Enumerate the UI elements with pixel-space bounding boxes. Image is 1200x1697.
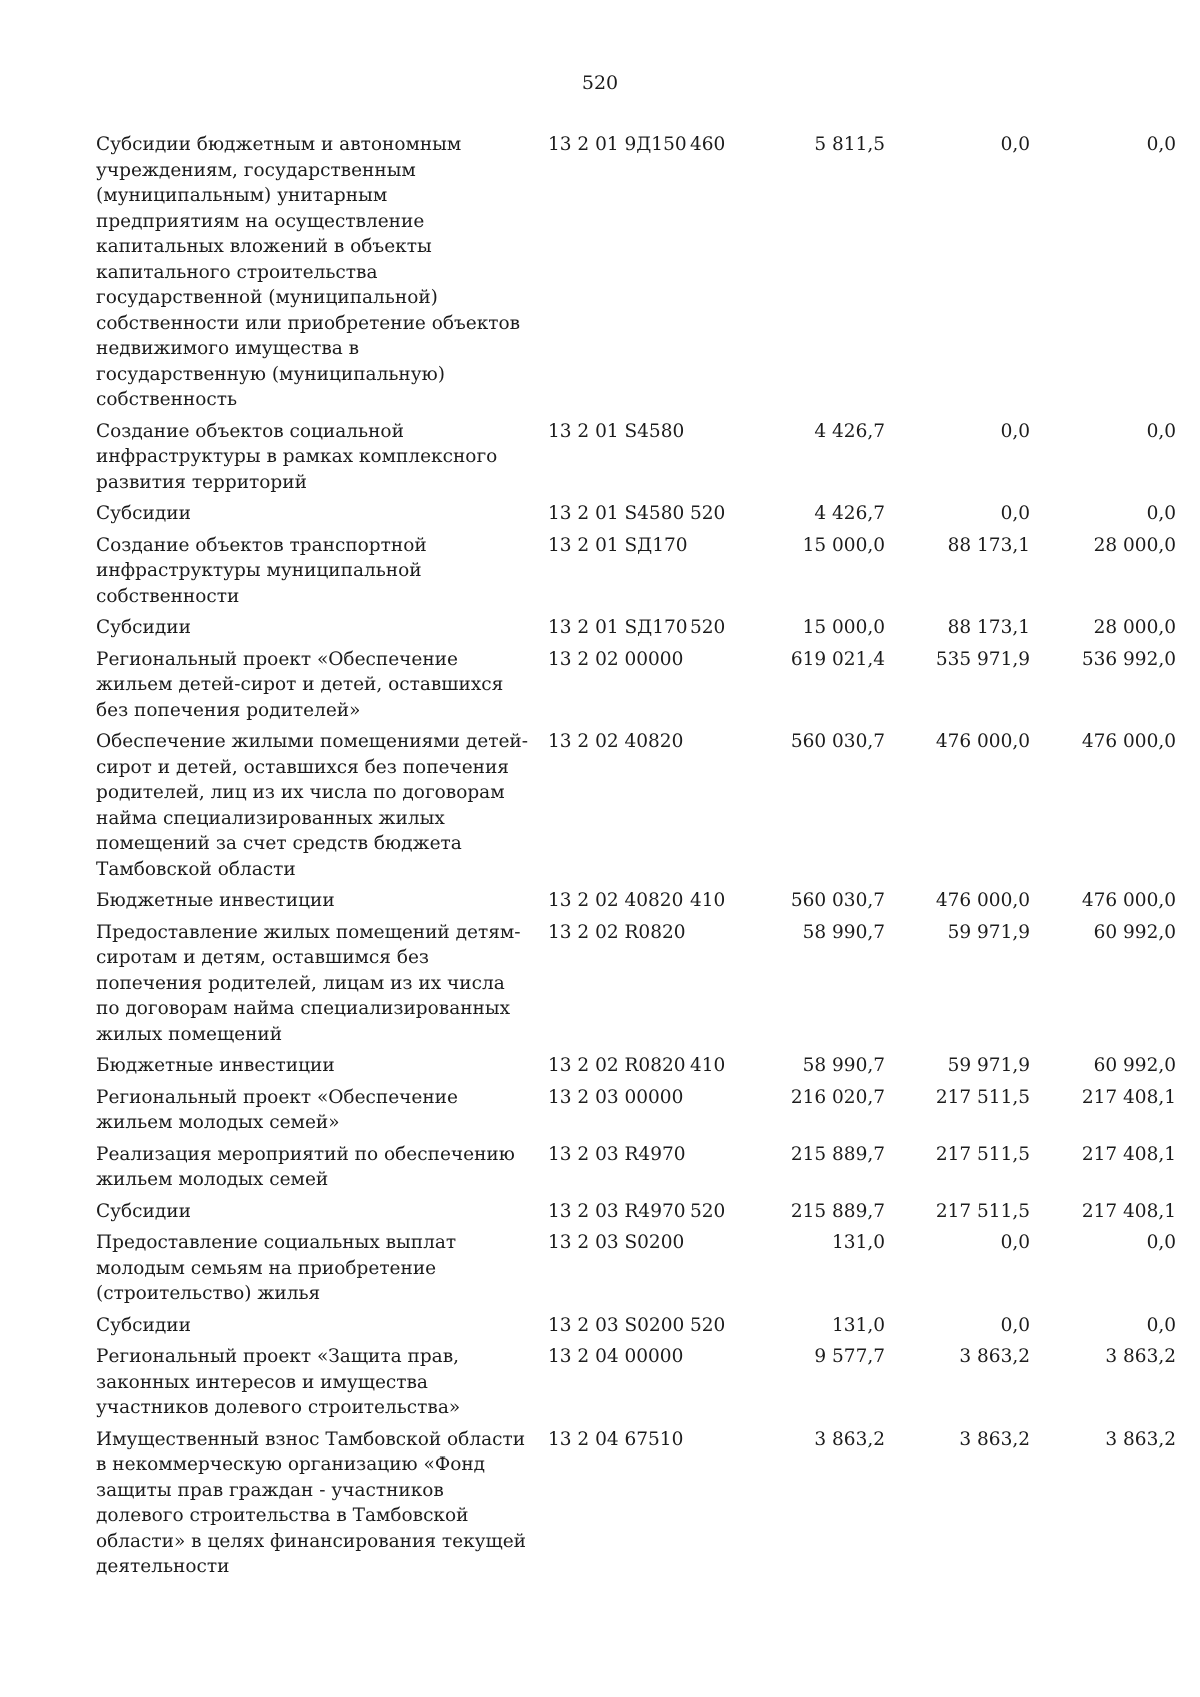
row-value-3: 0,0: [1146, 1232, 1176, 1253]
row-value-1: 131,0: [832, 1314, 885, 1336]
row-value-3: 3 863,2: [1105, 1428, 1176, 1450]
row-value-2: 0,0: [1000, 503, 1030, 524]
table-row: [96, 132, 1176, 413]
row-value-3: 217 408,1: [1081, 1143, 1176, 1165]
row-value-1: 4 426,7: [814, 503, 885, 524]
table-row: [96, 1427, 1176, 1580]
row-value-1: 215 889,7: [790, 1143, 885, 1165]
row-value-1: 58 990,7: [802, 1055, 885, 1076]
row-value-2: 0,0: [1000, 1232, 1030, 1253]
row-name: Региональный проект «Обеспечение жильем молодых семей»: [96, 1086, 458, 1133]
table-row: [96, 501, 1176, 527]
row-value-1: 15 000,0: [802, 534, 885, 556]
row-type: 460: [690, 134, 726, 155]
row-value-2: 217 511,5: [935, 1200, 1030, 1222]
row-code: 13 2 02 40820: [548, 890, 684, 911]
row-value-3: 476 000,0: [1081, 890, 1176, 911]
row-value-1: 58 990,7: [802, 921, 885, 943]
row-value-3: 60 992,0: [1093, 921, 1176, 943]
row-value-3: 217 408,1: [1081, 1086, 1176, 1108]
row-value-1: 560 030,7: [790, 731, 885, 752]
row-value-3: 536 992,0: [1081, 648, 1176, 670]
row-value-1: 215 889,7: [790, 1200, 885, 1222]
row-value-3: 217 408,1: [1081, 1200, 1176, 1222]
row-value-1: 131,0: [832, 1232, 885, 1253]
row-value-3: 0,0: [1146, 134, 1176, 155]
table-row: [96, 533, 1176, 610]
row-type: 410: [690, 1055, 726, 1076]
row-code: 13 2 03 R4970: [548, 1200, 686, 1222]
row-value-1: 9 577,7: [814, 1346, 885, 1367]
row-value-2: 0,0: [1000, 420, 1030, 442]
row-value-1: 216 020,7: [790, 1086, 885, 1108]
row-name: Предоставление социальных выплат молодым семьям на приобретение (строительство) жилья: [96, 1232, 457, 1304]
table-row: [96, 1053, 1176, 1079]
row-value-1: 4 426,7: [814, 420, 885, 442]
row-code: 13 2 01 S4580: [548, 420, 685, 442]
row-name: Региональный проект «Обеспечение жильем детей-сирот и детей, оставшихся без попечения родителей»: [96, 648, 504, 721]
row-name: Имущественный взнос Тамбовской области в некоммерческую организацию «Фонд защиты прав граждан - участников долевого строительства в Тамбовской области» в целях финансирования текущей деятельности: [96, 1428, 526, 1577]
budget-table: [96, 132, 1176, 1586]
row-name: Субсидии: [96, 617, 191, 638]
row-value-1: 15 000,0: [802, 617, 885, 638]
row-value-1: 619 021,4: [790, 648, 885, 670]
row-value-2: 535 971,9: [935, 648, 1030, 670]
row-value-1: 5 811,5: [814, 134, 885, 155]
row-type: 520: [690, 1200, 726, 1222]
page-number: 520: [581, 72, 619, 94]
row-code: 13 2 04 67510: [548, 1428, 684, 1450]
row-value-3: 60 992,0: [1093, 1055, 1176, 1076]
row-value-2: 3 863,2: [959, 1346, 1030, 1367]
row-name: Бюджетные инвестиции: [96, 1055, 335, 1076]
table-row: [96, 920, 1176, 1048]
row-code: 13 2 01 SД170: [548, 534, 688, 556]
row-name: Создание объектов социальной инфраструктуры в рамках комплексного развития территорий: [96, 420, 498, 493]
row-code: 13 2 03 S0200: [548, 1314, 685, 1336]
row-code: 13 2 02 40820: [548, 731, 684, 752]
table-row: [96, 1230, 1176, 1307]
table-row: [96, 888, 1176, 914]
row-code: 13 2 01 SД170: [548, 617, 688, 638]
row-code: 13 2 03 S0200: [548, 1232, 685, 1253]
row-code: 13 2 02 00000: [548, 648, 684, 670]
row-name: Субсидии бюджетным и автономным учреждениям, государственным (муниципальным) унитарным предприятиям на осуществление капитальных вложений в объекты капитального строительства государственной (муниципальной) собственности или приобретение объектов недвижимого имущества в государственную (муниципальную) собственность: [96, 134, 521, 410]
row-code: 13 2 01 S4580: [548, 503, 685, 524]
row-name: Субсидии: [96, 1200, 191, 1222]
row-value-3: 0,0: [1146, 503, 1176, 524]
row-name: Бюджетные инвестиции: [96, 890, 335, 911]
table-row: [96, 729, 1176, 882]
table-row: [96, 1142, 1176, 1193]
row-value-3: 28 000,0: [1093, 617, 1176, 638]
table-row: [96, 419, 1176, 496]
table-row: [96, 1344, 1176, 1421]
row-type: 520: [690, 617, 726, 638]
row-value-2: 217 511,5: [935, 1143, 1030, 1165]
table-row: [96, 1199, 1176, 1225]
row-name: Региональный проект «Защита прав, законных интересов и имущества участников долевого строительства»: [96, 1346, 461, 1418]
row-type: 410: [690, 890, 726, 911]
row-value-2: 88 173,1: [947, 534, 1030, 556]
row-value-2: 88 173,1: [947, 617, 1030, 638]
row-name: Реализация мероприятий по обеспечению жильем молодых семей: [96, 1143, 515, 1190]
row-code: 13 2 03 R4970: [548, 1143, 686, 1165]
row-code: 13 2 03 00000: [548, 1086, 684, 1108]
row-code: 13 2 02 R0820: [548, 921, 686, 943]
row-value-1: 3 863,2: [814, 1428, 885, 1450]
row-value-2: 59 971,9: [947, 1055, 1030, 1076]
table-row: [96, 647, 1176, 724]
row-type: 520: [690, 503, 726, 524]
row-code: 13 2 04 00000: [548, 1346, 684, 1367]
row-value-2: 0,0: [1000, 1314, 1030, 1336]
row-value-2: 0,0: [1000, 134, 1030, 155]
row-type: 520: [690, 1314, 726, 1336]
table-row: [96, 615, 1176, 641]
row-name: Предоставление жилых помещений детям-сиротам и детям, оставшимся без попечения родителей, лицам из их числа по договорам найма специализированных жилых помещений: [96, 921, 521, 1045]
row-value-3: 0,0: [1146, 1314, 1176, 1336]
row-value-2: 476 000,0: [935, 731, 1030, 752]
row-value-3: 0,0: [1146, 420, 1176, 442]
table-row: [96, 1085, 1176, 1136]
row-name: Субсидии: [96, 503, 191, 524]
row-code: 13 2 01 9Д150: [548, 134, 687, 155]
row-value-3: 28 000,0: [1093, 534, 1176, 556]
row-value-3: 3 863,2: [1105, 1346, 1176, 1367]
row-value-2: 476 000,0: [935, 890, 1030, 911]
row-code: 13 2 02 R0820: [548, 1055, 686, 1076]
row-value-2: 217 511,5: [935, 1086, 1030, 1108]
table-row: [96, 1313, 1176, 1339]
row-value-1: 560 030,7: [790, 890, 885, 911]
row-name: Создание объектов транспортной инфраструктуры муниципальной собственности: [96, 534, 427, 607]
row-value-2: 3 863,2: [959, 1428, 1030, 1450]
row-name: Обеспечение жилыми помещениями детей-сирот и детей, оставшихся без попечения родителей, лиц из их числа по договорам найма специализированных жилых помещений за счет средств бюджета Тамбовской области: [96, 731, 528, 880]
row-name: Субсидии: [96, 1314, 191, 1336]
row-value-3: 476 000,0: [1081, 731, 1176, 752]
row-value-2: 59 971,9: [947, 921, 1030, 943]
